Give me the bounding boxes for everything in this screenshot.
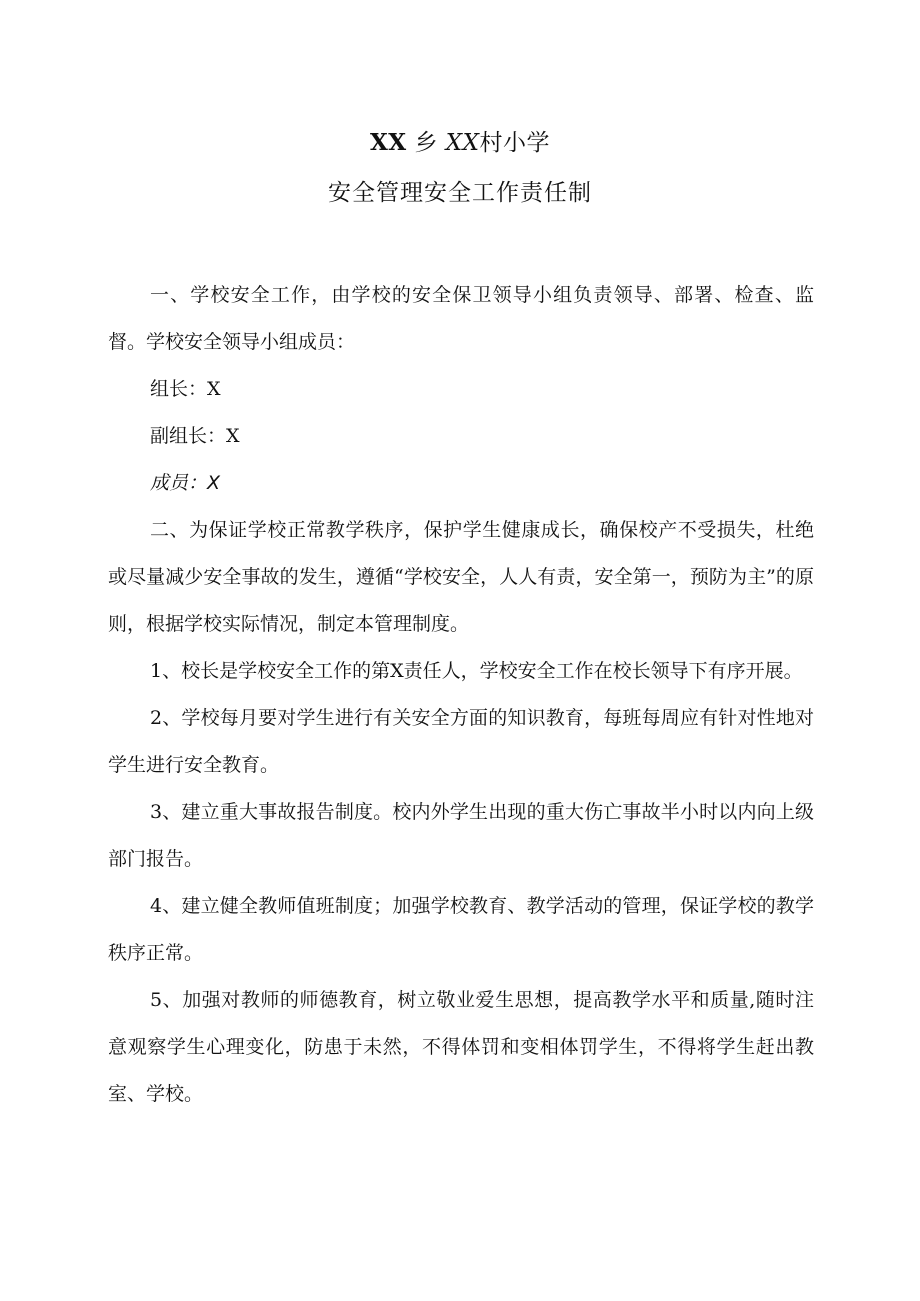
member-leader: 组长：X [150,378,221,400]
document-title [0,128,920,158]
paragraph-4: 2、学校每月要对学生进行有关安全方面的知识教育，每班每周应有针对性地对学生进行安全教育。 [108,707,814,776]
member-members-value: X [207,472,221,494]
member-members-label: 成员： [150,472,208,494]
document-body [108,272,814,1118]
title-xiang: 乡 [414,130,438,156]
paragraph-3: 1、校长是学校安全工作的第X责任人，学校安全工作在校长领导下有序开展。 [150,660,803,682]
paragraph-7: 5、加强对教师的师德教育，树立敬业爱生思想，提高教学水平和质量,随时注意观察学生心理变化，防患于未然，不得体罚和变相体罚学生，不得将学生赶出教室、学校。 [108,989,814,1105]
document-subtitle: 安全管理安全工作责任制 [328,180,592,206]
paragraph-6: 4、建立健全教师值班制度；加强学校教育、教学活动的管理，保证学校的教学秩序正常。 [108,895,814,964]
paragraph-5: 3、建立重大事故报告制度。校内外学生出现的重大伤亡事故半小时以内向上级部门报告。 [108,801,814,870]
paragraph-1: 一、学校安全工作，由学校的安全保卫领导小组负责领导、部署、检查、监督。学校安全领导小组成员： [108,284,814,353]
member-members [108,460,814,507]
title-cun-school: 村小学 [479,130,551,156]
paragraph-2: 二、为保证学校正常教学秩序，保护学生健康成长，确保校产不受损失，杜绝或尽量减少安全事故的发生，遵循“学校安全，人人有责，安全第一，预防为主”的原则，根据学校实际情况，制定本管理制度。 [108,519,814,635]
member-deputy: 副组长：X [150,425,240,447]
title-xx-village: XX [445,130,480,156]
title-xx-prefix: XX [369,129,407,156]
